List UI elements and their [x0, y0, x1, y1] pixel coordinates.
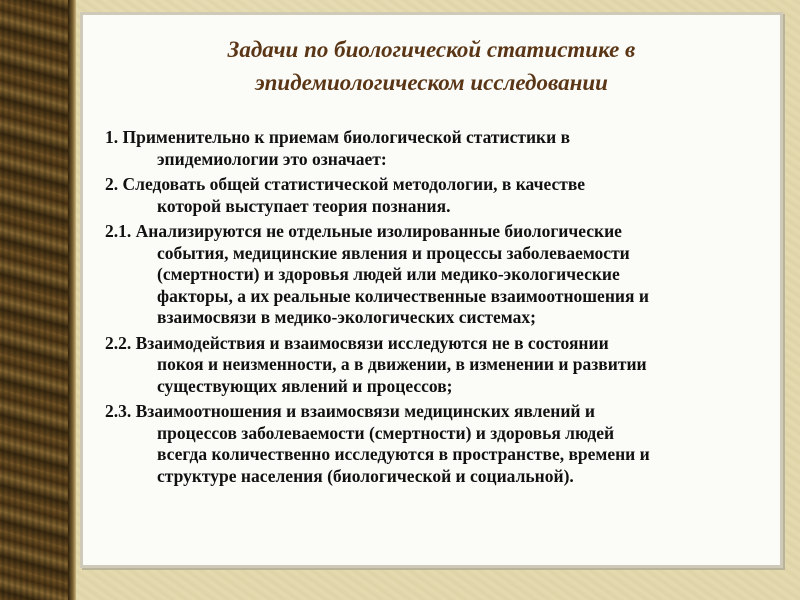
- decorative-wood-band: [0, 0, 68, 600]
- list-item: [105, 401, 780, 487]
- item-line: события, медицинские явления и процессы заболеваемости: [157, 242, 630, 263]
- title-line: эпидемиологическом исследовании: [255, 70, 608, 95]
- item-line: (смертности) и здоровья людей или медико-экологические: [157, 264, 620, 284]
- slide-panel: [80, 12, 783, 568]
- item-line: существующих явлений и процессов;: [157, 375, 453, 396]
- item-line: 2. Следовать общей статистической методологии, в качестве: [105, 174, 586, 194]
- item-line: факторы, а их реальные количественные взаимоотношения и: [157, 285, 649, 306]
- band-edge-shadow: [68, 0, 76, 600]
- item-line: процессов заболеваемости (смертности) и здоровья людей: [157, 422, 615, 443]
- title-line: Задачи по биологической статистике в: [227, 37, 636, 62]
- item-line: которой выступает теория познания.: [157, 195, 451, 216]
- item-line: всегда количественно исследуются в пространстве, времени и: [157, 444, 650, 464]
- item-line: 1. Применительно к приемам биологической статистики в: [105, 127, 571, 147]
- item-line: 2.1. Анализируются не отдельные изолированные биологические: [105, 221, 622, 241]
- item-line: 2.2. Взаимодействия и взаимосвязи исследуются не в состоянии: [105, 332, 609, 353]
- content-list: [105, 127, 780, 491]
- list-item: [105, 333, 780, 398]
- list-item: [105, 221, 780, 329]
- item-line: покоя и неизменности, а в движении, в изменении и развитии: [157, 354, 647, 374]
- item-line: взаимосвязи в медико-экологических системах;: [157, 307, 536, 327]
- item-line: эпидемиологии это означает:: [157, 148, 387, 169]
- item-line: 2.3. Взаимоотношения и взаимосвязи медицинских явлений и: [105, 401, 595, 421]
- item-line: структуре населения (биологической и социальной).: [157, 465, 574, 486]
- list-item: [105, 127, 780, 170]
- slide-title: [83, 33, 780, 99]
- list-item: [105, 174, 780, 217]
